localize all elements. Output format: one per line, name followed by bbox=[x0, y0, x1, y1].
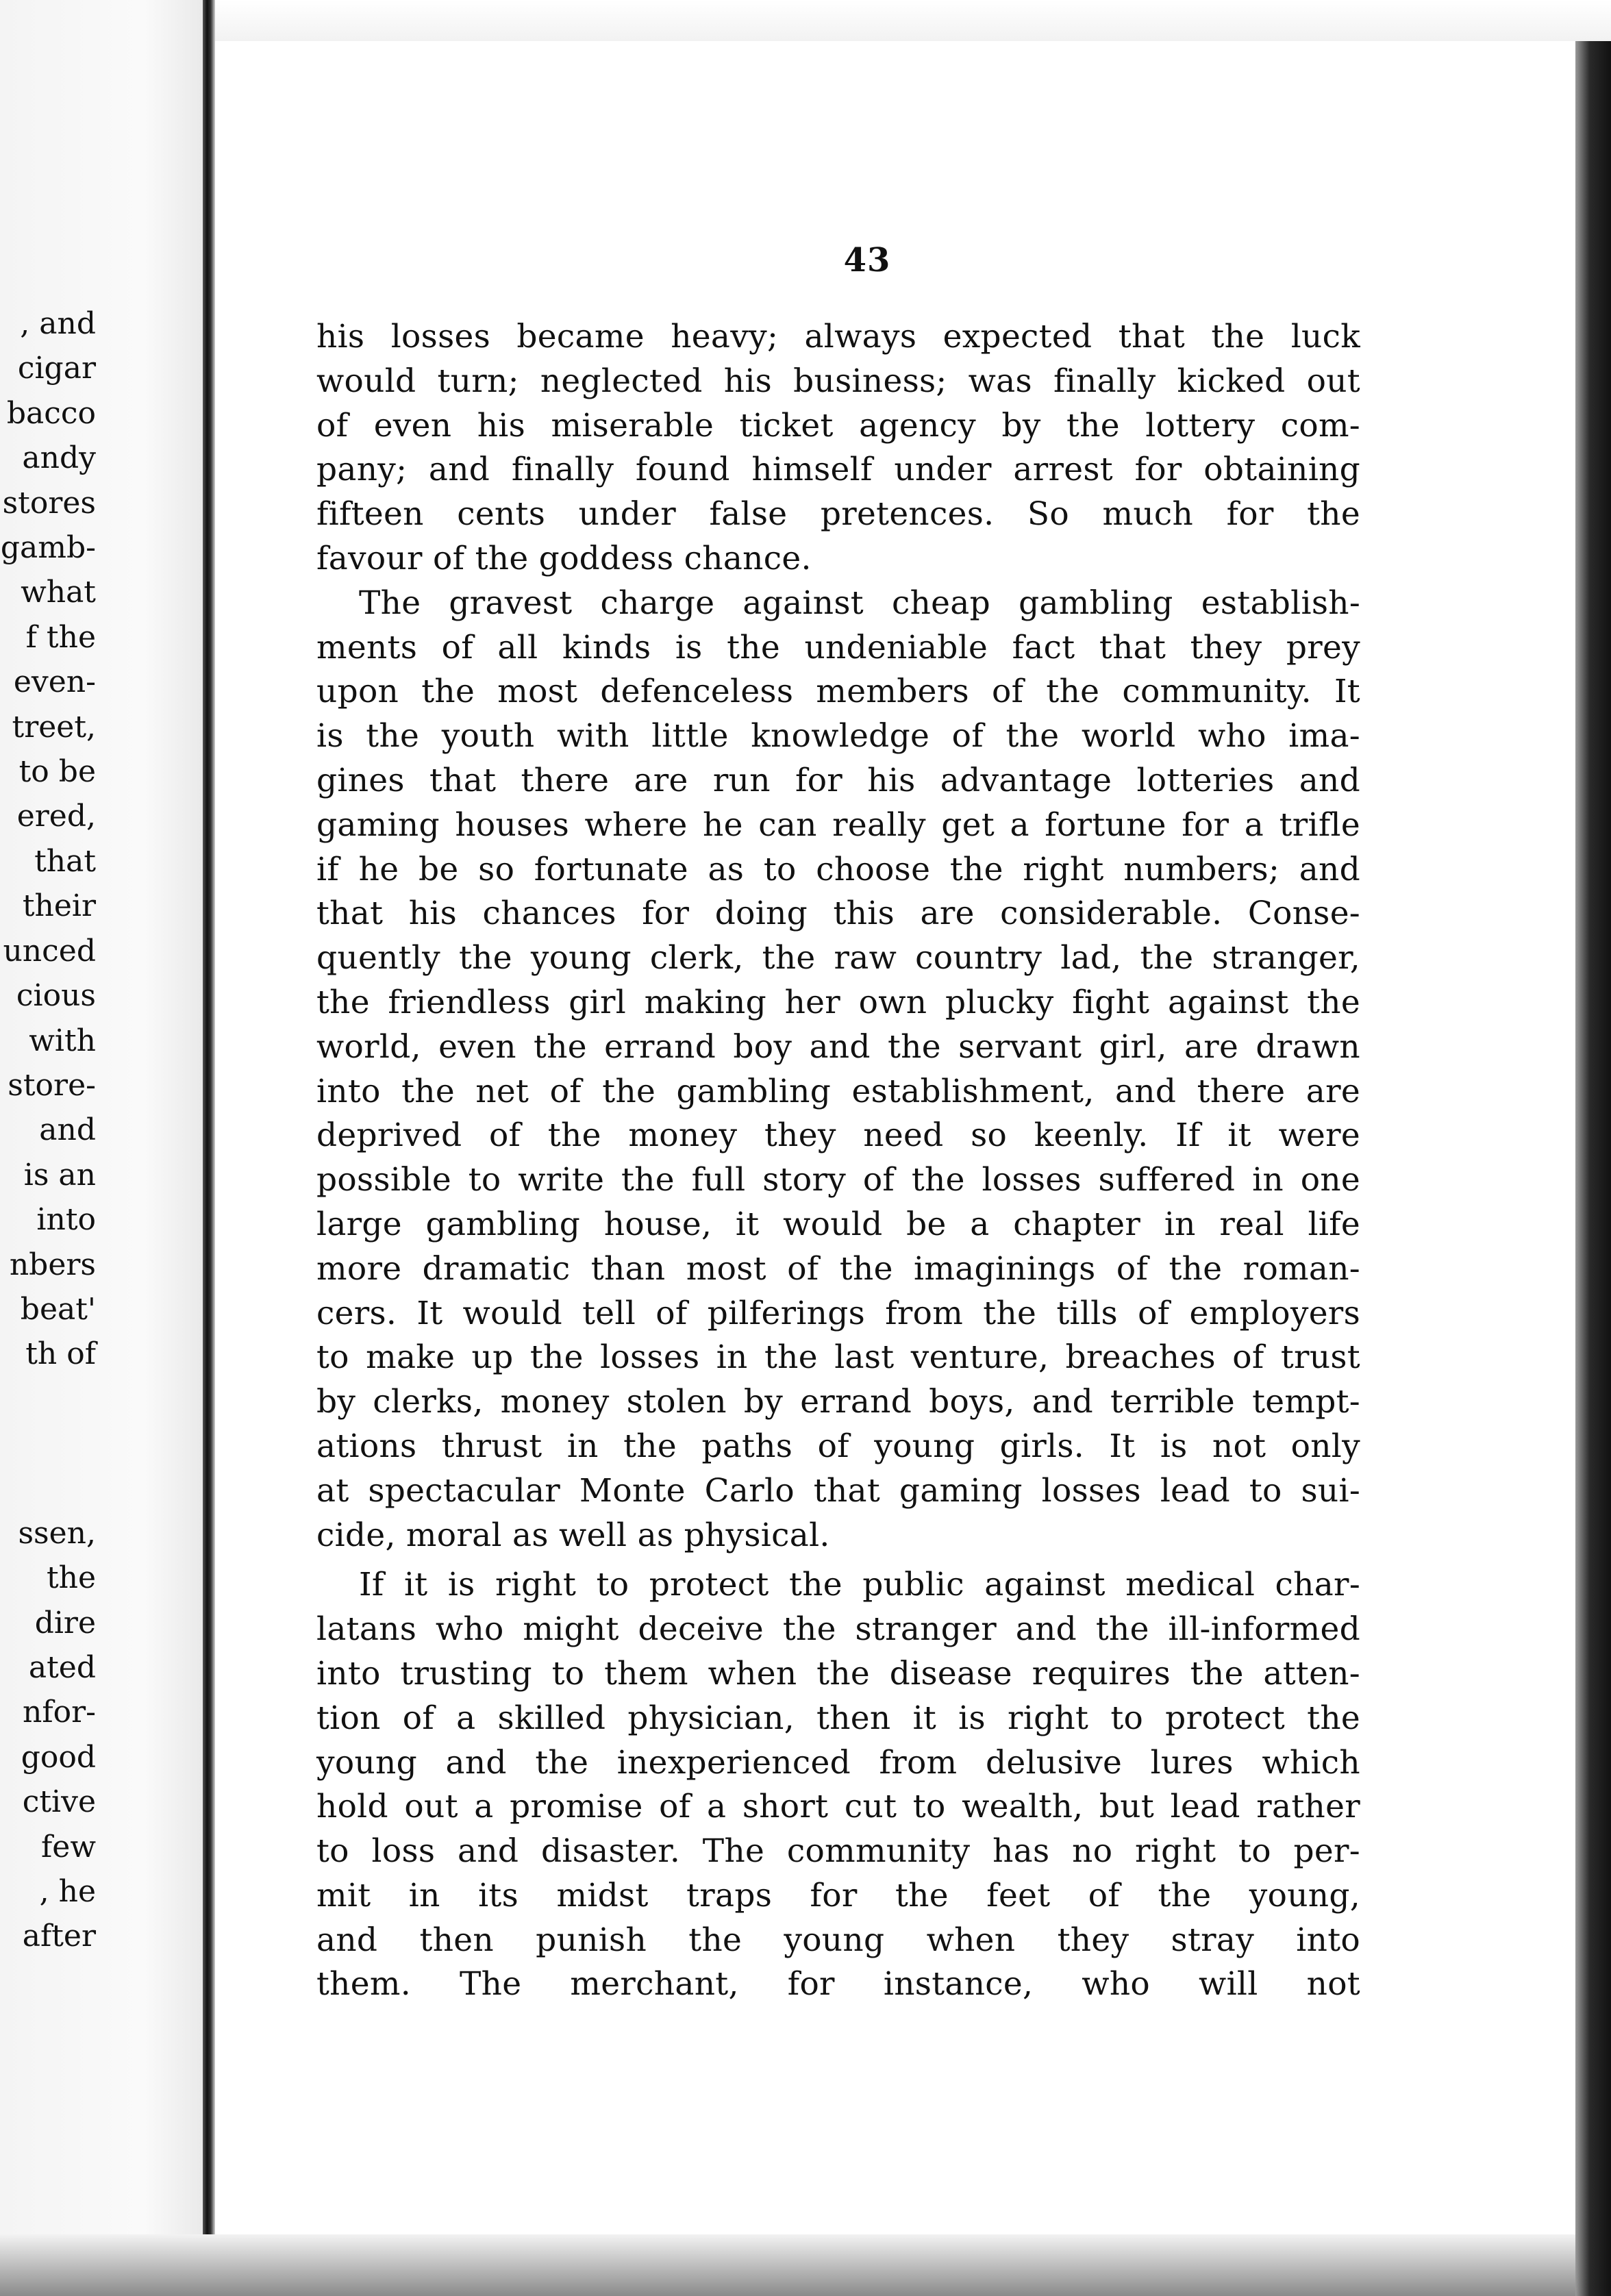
left-line: what bbox=[21, 575, 96, 610]
page-top-edge bbox=[215, 0, 1611, 41]
text-line: would turn; neglected his business; was finally kicked out bbox=[316, 362, 1360, 400]
text-line: favour of the goddess chance. bbox=[316, 539, 812, 577]
text-line: and then punish the young when they stray into bbox=[316, 1921, 1360, 1959]
book-gutter bbox=[203, 0, 215, 2296]
text-line: cers. It would tell of pilferings from the tills of employers bbox=[316, 1294, 1360, 1332]
text-line: young and the inexperienced from delusive lures which bbox=[316, 1743, 1360, 1782]
left-line: f the bbox=[25, 619, 96, 655]
paragraph-gap bbox=[316, 1558, 1360, 1563]
left-line: dire bbox=[34, 1605, 96, 1640]
left-line: their bbox=[22, 888, 96, 924]
text-line: upon the most defenceless members of the community. It bbox=[316, 673, 1360, 711]
text-line: possible to write the full story of the losses suffered in one bbox=[316, 1161, 1360, 1199]
body-text bbox=[316, 315, 1360, 2007]
left-line: even- bbox=[13, 664, 96, 700]
text-line: large gambling house, it would be a chapter in real life bbox=[316, 1205, 1360, 1243]
left-line: cious bbox=[16, 978, 96, 1014]
text-line: hold out a promise of a short cut to wealth, but lead rather bbox=[316, 1788, 1360, 1826]
left-line: beat' bbox=[20, 1291, 96, 1327]
left-page-edge bbox=[0, 0, 205, 2296]
left-line: the bbox=[46, 1560, 96, 1596]
left-line: good bbox=[21, 1739, 96, 1775]
left-line: ated bbox=[28, 1649, 96, 1685]
text-line: by clerks, money stolen by errand boys, and terrible tempt- bbox=[316, 1383, 1360, 1421]
text-line: if he be so fortunate as to choose the right numbers; and bbox=[316, 850, 1360, 888]
left-line: gamb- bbox=[0, 530, 96, 566]
text-line: that his chances for doing this are considerable. Conse- bbox=[316, 895, 1360, 933]
text-line: them. The merchant, for instance, who will not bbox=[316, 1965, 1360, 2004]
text-line: fifteen cents under false pretences. So much for the bbox=[316, 495, 1360, 534]
left-line: ssen, bbox=[18, 1515, 96, 1551]
left-line: , and bbox=[20, 306, 96, 341]
text-line: ments of all kinds is the undeniable fact that they prey bbox=[316, 628, 1360, 666]
left-page-text-fragments bbox=[0, 301, 96, 1959]
text-line: tion of a skilled physician, then it is right to protect the bbox=[316, 1699, 1360, 1737]
left-line: stores bbox=[2, 485, 96, 521]
text-line: to loss and disaster. The community has no right to per- bbox=[316, 1832, 1360, 1871]
text-line: more dramatic than most of the imaginings of the roman- bbox=[316, 1249, 1360, 1288]
left-line: and bbox=[39, 1112, 96, 1148]
left-line: after bbox=[22, 1919, 96, 1954]
text-line: gines that there are run for his advantage lotteries and bbox=[316, 761, 1360, 799]
text-line: the friendless girl making her own plucky fight against the bbox=[316, 983, 1360, 1021]
text-line: is the youth with little knowledge of the world who ima- bbox=[316, 717, 1360, 756]
left-line: nfor- bbox=[22, 1695, 96, 1730]
text-line: deprived of the money they need so keenly. If it were bbox=[316, 1116, 1360, 1155]
left-line: that bbox=[34, 843, 96, 879]
text-line: cide, moral as well as physical. bbox=[316, 1516, 830, 1554]
text-line: latans who might deceive the stranger and the ill-informed bbox=[316, 1610, 1360, 1649]
left-page-gap bbox=[0, 1377, 96, 1511]
text-line: If it is right to protect the public against medical char- bbox=[359, 1566, 1360, 1604]
text-line: pany; and finally found himself under arrest for obtaining bbox=[316, 451, 1360, 489]
left-line: ctive bbox=[22, 1784, 96, 1820]
left-line: , he bbox=[39, 1874, 96, 1909]
text-line: mit in its midst traps for the feet of the young, bbox=[316, 1876, 1360, 1914]
left-line: treet, bbox=[12, 709, 96, 745]
left-line: to be bbox=[18, 754, 96, 790]
left-line: andy bbox=[22, 440, 96, 476]
left-line: bacco bbox=[6, 395, 96, 431]
text-line: ations thrust in the paths of young girls. It is not only bbox=[316, 1427, 1360, 1465]
text-line: The gravest charge against cheap gambling establish- bbox=[359, 584, 1360, 622]
page-number: 43 bbox=[843, 241, 891, 279]
page-bottom-edge-shadow bbox=[0, 2234, 1575, 2296]
left-line: store- bbox=[8, 1067, 96, 1103]
left-line: nbers bbox=[9, 1247, 96, 1282]
left-line: with bbox=[29, 1023, 96, 1058]
text-line: to make up the losses in the last venture, breaches of trust bbox=[316, 1338, 1360, 1377]
left-line: few bbox=[41, 1829, 96, 1864]
left-line: cigar bbox=[17, 351, 96, 386]
left-line: ered, bbox=[16, 799, 96, 834]
text-line: world, even the errand boy and the servant girl, are drawn bbox=[316, 1027, 1360, 1066]
text-line: his losses became heavy; always expected that the luck bbox=[316, 318, 1360, 355]
left-line: unced bbox=[3, 933, 96, 969]
text-line: into trusting to them when the disease requires the atten- bbox=[316, 1654, 1360, 1693]
text-line: of even his miserable ticket agency by the lottery com- bbox=[316, 406, 1360, 445]
text-line: into the net of the gambling establishment, and there are bbox=[316, 1072, 1360, 1110]
page-right-edge-shadow bbox=[1575, 41, 1611, 2296]
left-line: th of bbox=[25, 1336, 96, 1372]
text-line: quently the young clerk, the raw country lad, the stranger, bbox=[316, 939, 1360, 977]
left-line: into bbox=[36, 1202, 96, 1238]
text-line: at spectacular Monte Carlo that gaming losses lead to sui- bbox=[316, 1471, 1360, 1510]
left-line: is an bbox=[23, 1157, 96, 1193]
text-line: gaming houses where he can really get a fortune for a trifle bbox=[316, 806, 1360, 844]
